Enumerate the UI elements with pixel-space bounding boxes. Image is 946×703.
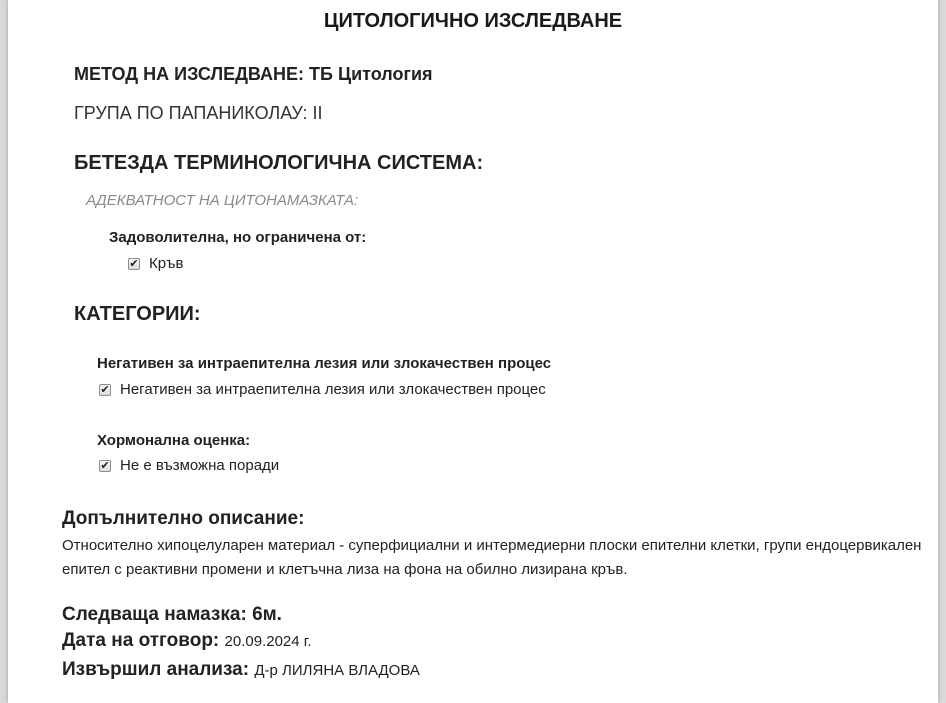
next-smear-label: Следваща намазка: [62,604,247,625]
additional-description-heading: Допълнително описание: [62,508,305,529]
examination-method: МЕТОД НА ИЗСЛЕДВАНЕ: ТБ Цитология [74,64,433,84]
adequacy-item [128,255,183,272]
checkbox-checked-icon: ✔ [129,257,139,270]
next-smear [62,604,282,626]
categories-heading: КАТЕГОРИИ: [74,303,201,325]
additional-description-text: Относително хипоцелуларен материал - суперфициални и интермедиерни плоски епителни клетки, групи ендоцервикален епител с реактивни промени и клетъчна лиза на фона на обилно лизирана кръв. [62,537,922,578]
checkbox-checked-icon: ✔ [100,459,110,472]
category-item-negative [99,381,546,398]
category-heading-hormonal: Хормонална оценка: [97,432,251,449]
bethesda-heading: БЕТЕЗДА ТЕРМИНОЛОГИЧНА СИСТЕМА: [74,152,484,174]
report-page [8,0,938,703]
category-heading-negative: Негативен за интраепителна лезия или злокачествен процес [97,355,552,372]
report-title: ЦИТОЛОГИЧНО ИЗСЛЕДВАНЕ [323,10,623,32]
next-smear-value: 6м. [252,604,282,625]
papanicolaou-group: ГРУПА ПО ПАПАНИКОЛАУ: II [74,103,323,123]
category-item-label: Негативен за интраепителна лезия или злокачествен процес [120,381,546,398]
answer-date [62,630,312,652]
performed-by-value: Д-р ЛИЛЯНА ВЛАДОВА [254,662,420,679]
category-item-hormonal [99,457,279,474]
adequacy-item-label: Кръв [149,255,184,272]
performed-by-label: Извършил анализа: [62,659,250,680]
performed-by [62,659,420,681]
checkbox-checked-icon: ✔ [100,383,110,396]
category-item-label: Не е възможна поради [120,457,280,474]
adequacy-label: АДЕКВАТНОСТ НА ЦИТОНАМАЗКАТА: [86,192,359,209]
answer-date-value: 20.09.2024 г. [224,633,312,650]
adequacy-heading: Задоволителна, но ограничена от: [109,229,367,246]
answer-date-label: Дата на отговор: [62,630,220,651]
